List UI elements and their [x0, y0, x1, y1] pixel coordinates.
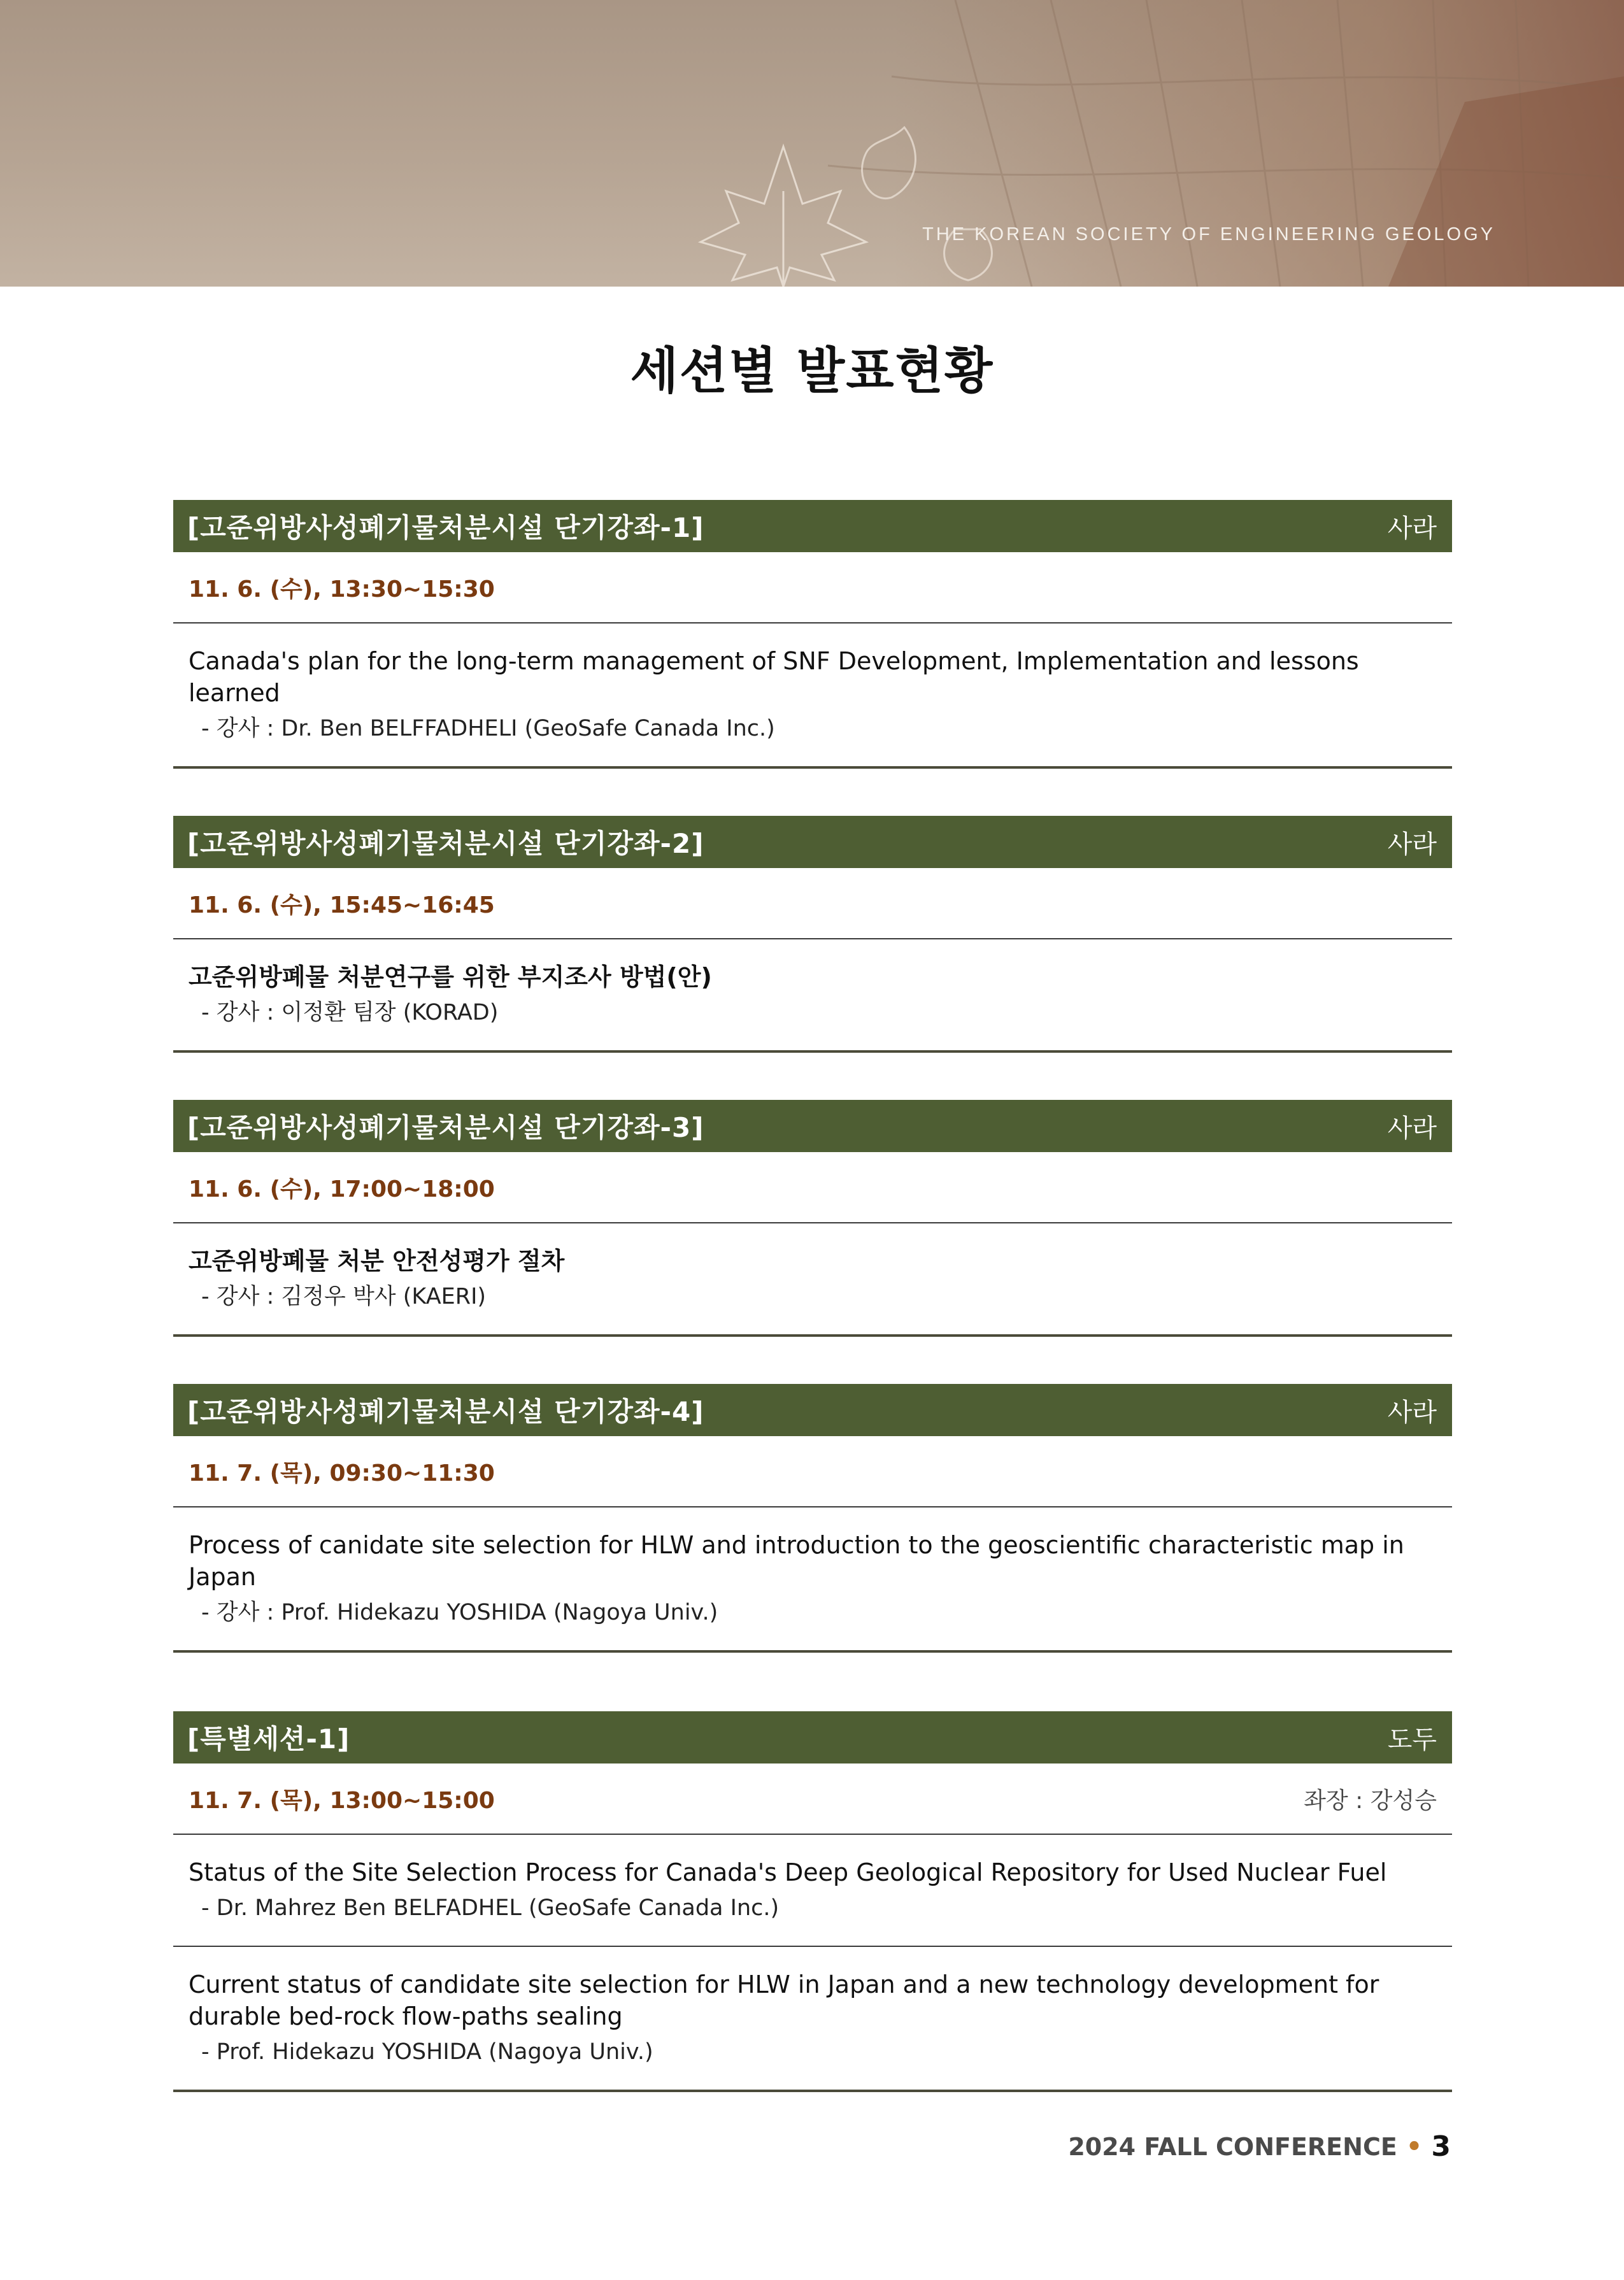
talk-title: Canada's plan for the long-term management of SNF Development, Implementation and lessons learned: [189, 647, 1359, 707]
society-name: THE KOREAN SOCIETY OF ENGINEERING GEOLOGY: [922, 224, 1495, 245]
session-title: [고준위방사성폐기물처분시설 단기강좌-3]: [187, 1112, 704, 1143]
talk-title: Process of canidate site selection for HLW and introduction to the geoscientific characteristic map in Japan: [189, 1531, 1404, 1591]
session-chair: 좌장 : 강성승: [1304, 1787, 1437, 1814]
talk-title: Status of the Site Selection Process for Canada's Deep Geological Repository for Used Nuclear Fuel: [189, 1858, 1387, 1886]
session-time-row: [173, 868, 1452, 939]
talk-item: [173, 1947, 1452, 2092]
talk-item: [173, 1223, 1452, 1337]
session-header: [173, 1384, 1452, 1436]
session-time: 11. 6. (수), 15:45~16:45: [189, 892, 495, 918]
session-time-row: [173, 1436, 1452, 1507]
page-footer: [1068, 2130, 1451, 2163]
leaf-icon: [862, 127, 992, 280]
session-time: 11. 7. (목), 09:30~11:30: [189, 1460, 495, 1486]
talk-speaker: - Prof. Hidekazu YOSHIDA (Nagoya Univ.): [201, 2039, 653, 2065]
talk-title: 고준위방폐물 처분 안전성평가 절차: [189, 1247, 565, 1275]
session-2: [173, 816, 1452, 1053]
session-1: [173, 500, 1452, 769]
session-title: [고준위방사성폐기물처분시설 단기강좌-2]: [187, 828, 704, 859]
session-room: 사라: [1387, 1397, 1437, 1427]
talk-speaker: - 강사 : 김정우 박사 (KAERI): [201, 1284, 487, 1309]
talk-speaker: - 강사 : Prof. Hidekazu YOSHIDA (Nagoya Univ.): [201, 1600, 718, 1625]
session-time: 11. 7. (목), 13:00~15:00: [189, 1787, 495, 1814]
conference-name: 2024 FALL CONFERENCE: [1068, 2132, 1397, 2161]
page-title: 세션별 발표현황: [630, 343, 994, 400]
page-number: 3: [1431, 2130, 1451, 2163]
session-title: [특별세션-1]: [187, 1723, 350, 1755]
talk-item: [173, 1835, 1452, 1947]
session-time: 11. 6. (수), 13:30~15:30: [189, 576, 495, 602]
talk-item: [173, 1507, 1452, 1653]
bullet-dot-icon: •: [1406, 2132, 1423, 2162]
talk-speaker: - 강사 : Dr. Ben BELFFADHELI (GeoSafe Canada Inc.): [201, 716, 775, 741]
session-room: 사라: [1387, 829, 1437, 859]
talk-title: 고준위방폐물 처분연구를 위한 부지조사 방법(안): [189, 963, 712, 991]
session-header: [173, 1711, 1452, 1763]
session-room: 사라: [1387, 513, 1437, 543]
session-time-row: [173, 552, 1452, 623]
session-title: [고준위방사성폐기물처분시설 단기강좌-1]: [187, 512, 704, 543]
talk-item: [173, 939, 1452, 1053]
session-room: 사라: [1387, 1113, 1437, 1143]
session-header: [173, 1100, 1452, 1152]
session-room: 도두: [1387, 1725, 1437, 1755]
sessions-list: [173, 500, 1452, 2092]
talk-speaker: - 강사 : 이정환 팀장 (KORAD): [201, 1000, 499, 1025]
session-time: 11. 6. (수), 17:00~18:00: [189, 1176, 495, 1202]
talk-title: Current status of candidate site selection for HLW in Japan and a new technology development for durable bed-rock flow-paths sealing: [189, 1970, 1379, 2030]
session-4: [173, 1384, 1452, 1653]
session-time-row: [173, 1763, 1452, 1835]
talk-item: [173, 623, 1452, 769]
session-header: [173, 816, 1452, 868]
session-title: [고준위방사성폐기물처분시설 단기강좌-4]: [187, 1396, 704, 1427]
header-banner: [0, 0, 1624, 287]
session-time-row: [173, 1152, 1452, 1223]
session-5: [173, 1711, 1452, 2092]
talk-speaker: - Dr. Mahrez Ben BELFADHEL (GeoSafe Canada Inc.): [201, 1895, 780, 1921]
session-header: [173, 500, 1452, 552]
session-3: [173, 1100, 1452, 1337]
